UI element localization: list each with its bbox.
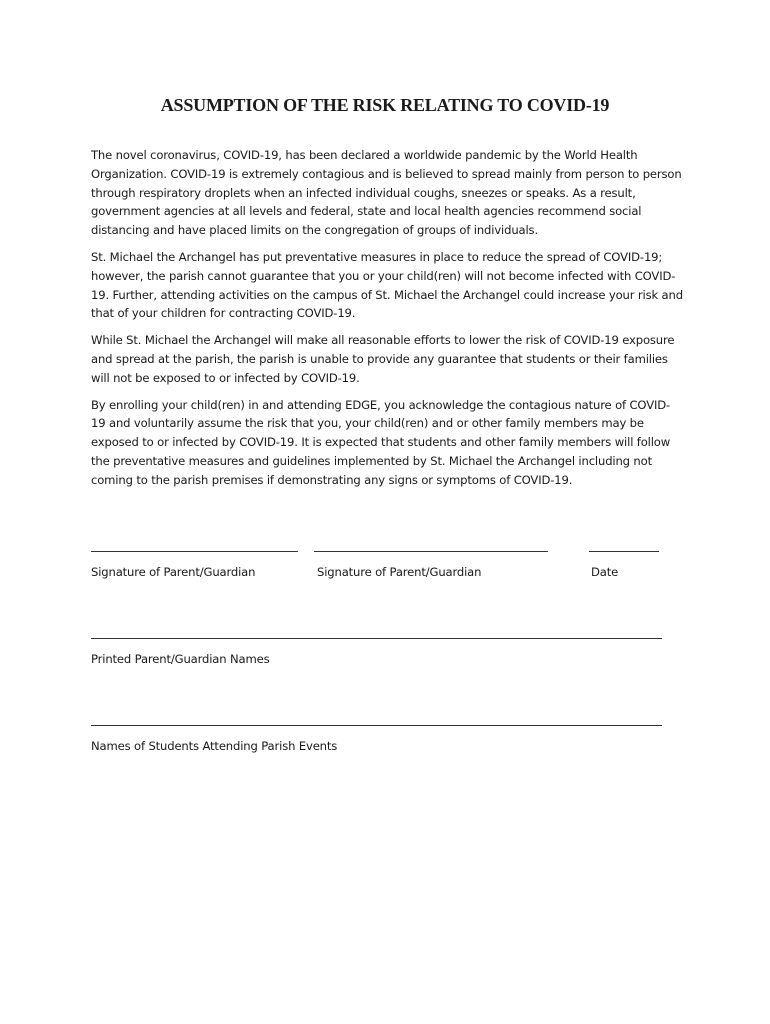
- printed-names-line[interactable]: [91, 638, 662, 639]
- paragraph-preventative-measures: St. Michael the Archangel has put preventative measures in place to reduce the spread of COVID-19; however, the parish cannot guarantee that you or your child(ren) will not become infected with COVID-19. Further, attending activities on the campus of St. Michael the Archangel could increase your risk and that of your children for contracting COVID-19.: [91, 249, 683, 321]
- parent-signature-line-1[interactable]: [91, 551, 298, 552]
- paragraph-pandemic-intro: The novel coronavirus, COVID-19, has been declared a worldwide pandemic by the World Health Organization. COVID-19 is extremely contagious and is believed to spread mainly from person to person through respiratory droplets when an infected individual coughs, sneezes or speaks. As a result, government agencies at all levels and federal, state and local health agencies recommend social distancing and have placed limits on the congregation of groups of individuals.: [91, 148, 682, 238]
- parent-signature-line-2[interactable]: [314, 551, 548, 552]
- student-names-line[interactable]: [91, 725, 662, 726]
- date-line[interactable]: [589, 551, 659, 552]
- printed-names-label: Printed Parent/Guardian Names: [91, 652, 270, 666]
- parent-signature-label-1: Signature of Parent/Guardian: [91, 565, 256, 579]
- parent-signature-label-2: Signature of Parent/Guardian: [317, 565, 482, 579]
- document-title: ASSUMPTION OF THE RISK RELATING TO COVID-19: [160, 95, 610, 115]
- paragraph-acknowledgement: By enrolling your child(ren) in and attending EDGE, you acknowledge the contagious nature of COVID-19 and voluntarily assume the risk that you, your child(ren) and or other family members may be exposed to or infected by COVID-19. It is expected that students and other family members will follow the preventative measures and guidelines implemented by St. Michael the Archangel including not coming to the parish premises if demonstrating any signs or symptoms of COVID-19.: [91, 397, 671, 487]
- student-names-label: Names of Students Attending Parish Events: [91, 739, 338, 753]
- document-body: [91, 146, 683, 498]
- paragraph-no-guarantee: While St. Michael the Archangel will make all reasonable efforts to lower the risk of COVID-19 exposure and spread at the parish, the parish is unable to provide any guarantee that students or their families will not be exposed to or infected by COVID-19.: [91, 333, 675, 385]
- date-label: Date: [591, 565, 619, 579]
